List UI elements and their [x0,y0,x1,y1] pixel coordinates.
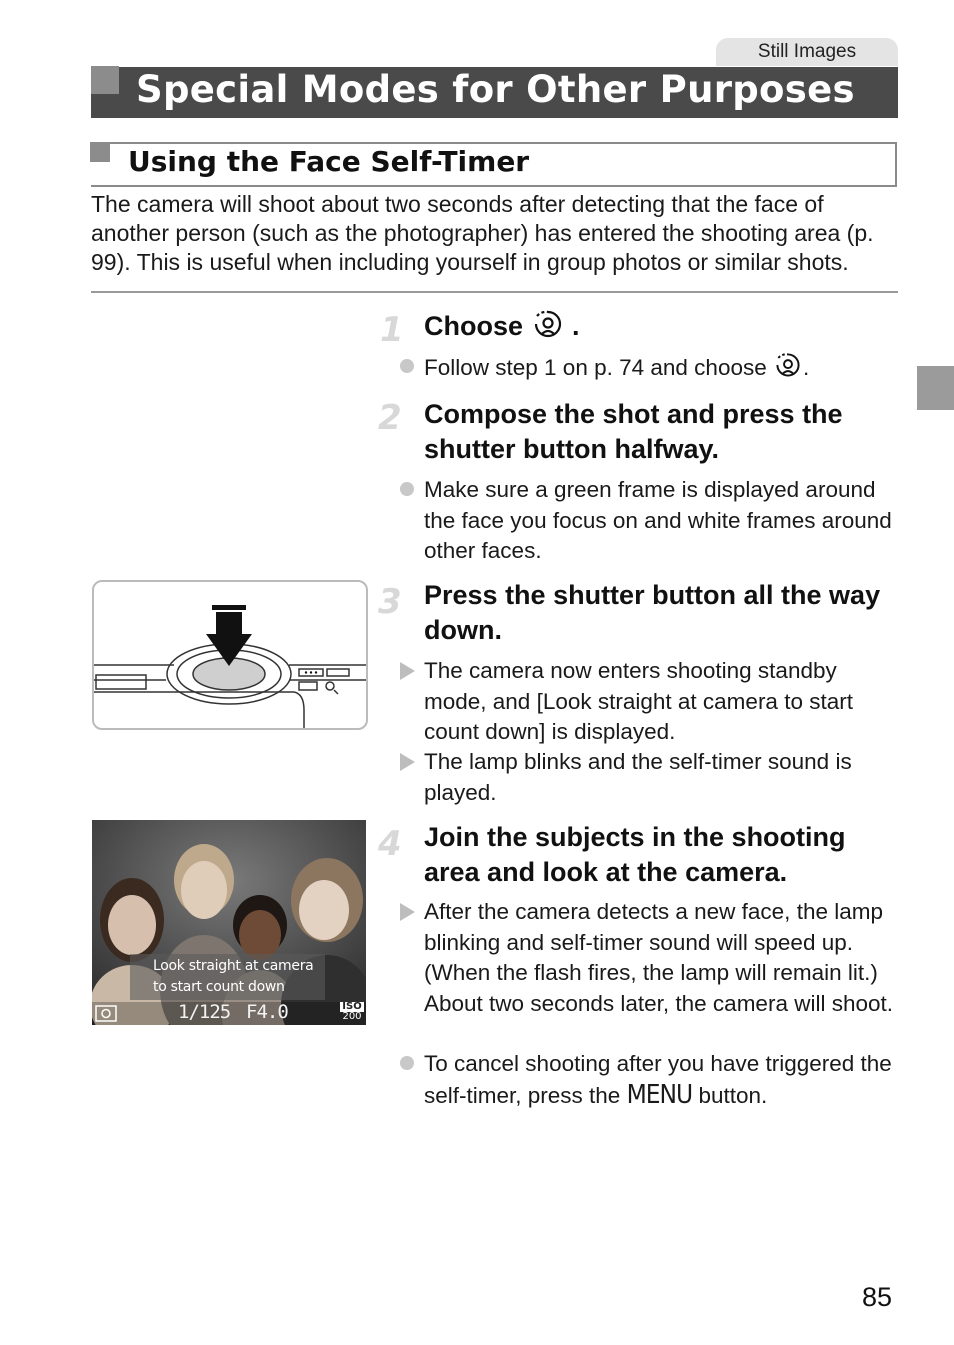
bullet-text: To cancel shooting after you have triggered the self-timer, press the [424,1051,892,1108]
page-title: Special Modes for Other Purposes [136,68,855,111]
step-heading: Compose the shot and press the shutter button halfway. [424,399,843,464]
step-bullet [398,1049,898,1111]
step-bullet [398,352,898,384]
face-self-timer-icon [531,310,565,338]
bullet-text: The camera now enters shooting standby mode, and [Look straight at camera to start count down] is displayed. [424,658,853,744]
bullet-suffix: . [803,355,810,380]
step-bullet [398,897,898,1019]
bullet-suffix: button. [698,1082,768,1108]
step-heading: Join the subjects in the shooting area and look at the camera. [424,822,846,887]
shutter-press-illustration [92,580,368,730]
bullet-triangle-icon [400,753,415,771]
step-number: 4 [378,824,402,864]
iso-indicator [340,1002,364,1022]
step-number: 1 [380,310,404,350]
bullet-text: Follow step 1 on p. 74 and choose [424,355,767,380]
step-heading-text: Choose [424,311,524,341]
bullet-triangle-icon [400,662,415,680]
title-marker [91,66,119,94]
bullet-circle-icon [400,359,414,373]
step-heading [424,309,904,344]
screen-message-line2: to start count down [153,979,285,995]
down-arrow-icon [206,605,252,666]
still-images-tab: Still Images [716,38,898,66]
face-self-timer-icon [773,352,803,378]
step-bullet [398,656,898,748]
step-number: 3 [378,582,402,622]
bullet-circle-icon [400,1056,414,1070]
step-heading: Press the shutter button all the way down. [424,580,881,645]
step-number: 2 [378,398,402,438]
bullet-text: The lamp blinks and the self-timer sound is played. [424,749,852,805]
aperture-value: F4.0 [246,1001,288,1023]
bullet-triangle-icon [400,903,415,921]
chapter-side-tab [917,366,954,410]
step-bullet [398,475,898,567]
iso-value: 200 [342,1011,362,1022]
shutter-speed: 1/125 [178,1001,231,1023]
page-number: 85 [862,1282,893,1312]
divider [91,291,898,293]
intro-paragraph: The camera will shoot about two seconds after detecting that the face of another person (such as the photographer) has entered the shooting area (p. 99). This is useful when including yourself in group photos or similar shots. [91,191,874,275]
step-heading-suffix: . [572,311,580,341]
menu-button-label: MENU [626,1079,693,1110]
section-heading-marker [90,142,110,162]
screen-message [153,956,333,998]
screen-message-line1: Look straight at camera [153,958,314,974]
bullet-text: Make sure a green frame is displayed around the face you focus on and white frames around other faces. [424,477,892,563]
section-heading: Using the Face Self-Timer [128,145,530,178]
bullet-circle-icon [400,482,414,496]
iso-label: ISO [340,1002,364,1012]
step-bullet [398,747,898,808]
bullet-text: After the camera detects a new face, the lamp blinking and self-timer sound will speed up. (When the flash fires, the lamp will remain lit.) About two seconds later, the camera will shoot. [424,899,893,1016]
camera-top-drawing [94,582,366,728]
